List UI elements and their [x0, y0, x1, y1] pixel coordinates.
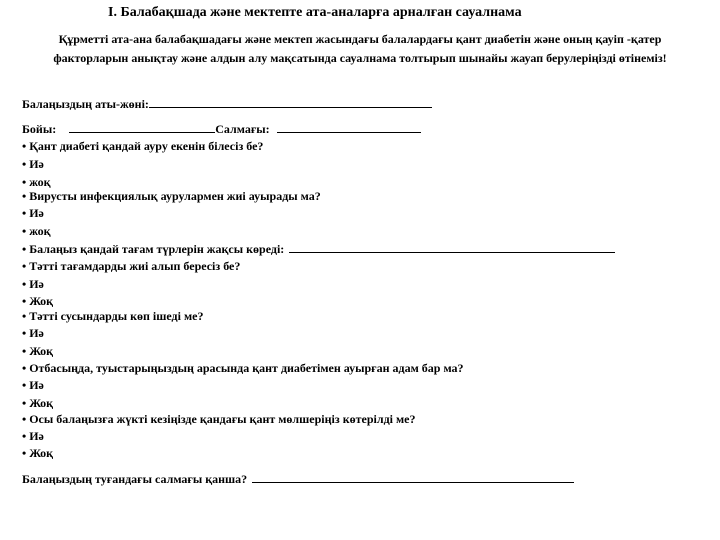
question-4-option-yes[interactable]: • Иә: [22, 277, 44, 292]
favorite-foods-field[interactable]: [289, 240, 615, 253]
question-7-option-yes[interactable]: • Иә: [22, 429, 44, 444]
height-weight-row: [22, 120, 421, 137]
question-3-row: [22, 240, 615, 257]
question-1-option-no[interactable]: • жоқ: [22, 175, 51, 190]
height-label: Бойы:: [22, 122, 57, 136]
question-5: • Тәтті сусындарды көп ішеді ме?: [22, 309, 203, 324]
question-1: • Қант диабеті қандай ауру екенін білесіз бе?: [22, 139, 263, 154]
height-field[interactable]: [69, 120, 215, 133]
birth-weight-label: Балаңыздың туғандағы салмағы қанша?: [22, 472, 248, 486]
question-7-option-no[interactable]: • Жоқ: [22, 446, 53, 461]
question-4: • Тәтті тағамдарды жиі алып бересіз бе?: [22, 259, 240, 274]
weight-field[interactable]: [277, 120, 421, 133]
child-name-row: [22, 95, 432, 112]
question-5-option-no[interactable]: • Жоқ: [22, 344, 53, 359]
question-6: • Отбасыңда, туыстарыңыздың арасында қант диабетімен ауырған адам бар ма?: [22, 361, 464, 376]
question-6-option-no[interactable]: • Жоқ: [22, 396, 53, 411]
question-5-option-yes[interactable]: • Иә: [22, 326, 44, 341]
intro-paragraph: Құрметті ата-ана балабақшадағы және мектеп жасындағы балалардағы қант диабетін және оның қауіп -қатер факторларын анықтау және алдын алу мақсатында сауалнама толтырып шынайы жауап берулеріңізді өтінеміз!: [53, 32, 667, 65]
page-title: I. Балабақшада және мектепте ата-аналарға арналған сауалнама: [108, 5, 522, 20]
question-2: • Вирусты инфекциялық аурулармен жиі ауырады ма?: [22, 189, 321, 204]
question-4-option-no[interactable]: • Жоқ: [22, 294, 53, 309]
child-name-label: Балаңыздың аты-жөні:: [22, 97, 149, 111]
question-6-option-yes[interactable]: • Иә: [22, 378, 44, 393]
question-7: • Осы балаңызға жүкті кезіңізде қандағы қант мөлшеріңіз көтерілді ме?: [22, 412, 415, 427]
birth-weight-row: [22, 470, 574, 487]
question-3: • Балаңыз қандай тағам түрлерін жақсы көреді:: [22, 242, 284, 256]
question-1-option-yes[interactable]: • Иә: [22, 157, 44, 172]
birth-weight-field[interactable]: [252, 470, 574, 483]
weight-label: Салмағы:: [215, 122, 270, 136]
child-name-field[interactable]: [149, 95, 432, 108]
question-2-option-yes[interactable]: • Иә: [22, 206, 44, 221]
question-2-option-no[interactable]: • жоқ: [22, 224, 51, 239]
